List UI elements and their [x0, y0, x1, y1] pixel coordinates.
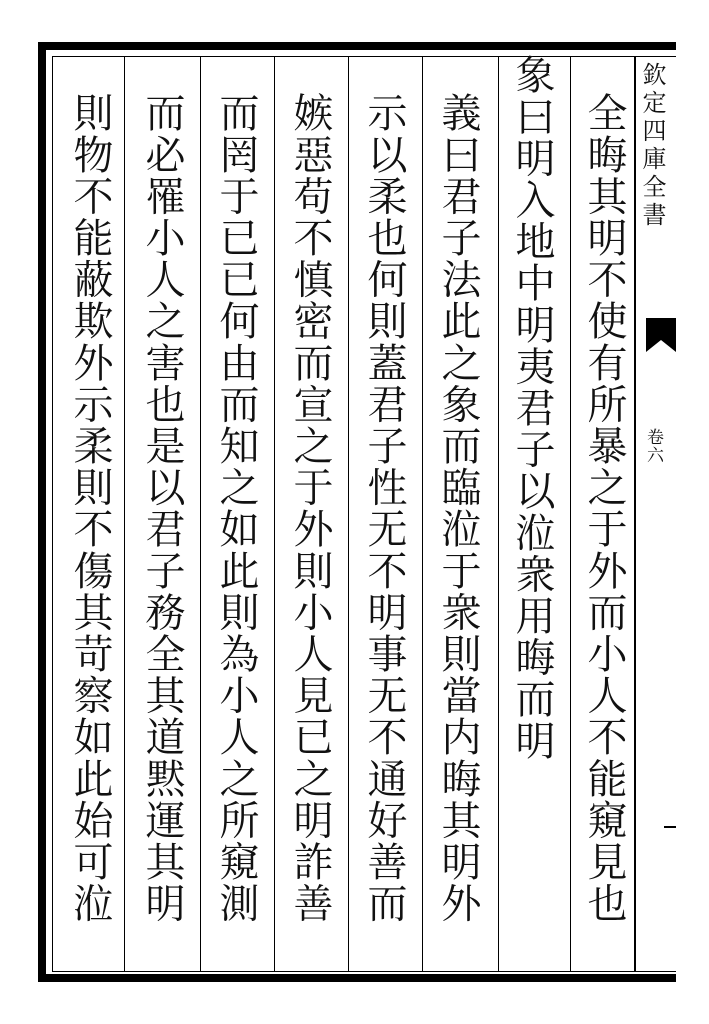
text-column-8: 則物不能蔽欺外示柔則不傷其苛察如此始可涖	[67, 92, 113, 924]
text-column-5: 嫉惡苟不慎密而宣之于外則小人見已之明詐善	[287, 92, 333, 924]
column-divider	[200, 56, 201, 972]
column-divider	[422, 56, 423, 972]
text-column-2: 象曰明入地中明夷君子以涖衆用晦而明	[509, 54, 555, 762]
column-divider	[124, 56, 125, 972]
column-divider	[348, 56, 349, 972]
column-divider	[274, 56, 275, 972]
text-column-6: 而罔于已已何由而知之如此則為小人之所窺測	[213, 92, 259, 924]
text-column-3: 義曰君子法此之象而臨涖于衆則當内晦其明外	[435, 92, 481, 924]
text-column-1: 全晦其明不使有所暴之于外而小人不能窺見也	[581, 92, 627, 924]
margin-divider	[634, 56, 636, 972]
text-column-4: 示以柔也何則蓋君子性无不明事无不通好善而	[361, 92, 407, 924]
text-column-7: 而必罹小人之害也是以君子務全其道黙運其明	[139, 92, 185, 924]
column-divider	[570, 56, 571, 972]
book-title: 欽定四庫全書	[638, 62, 666, 230]
volume-label: 卷六	[643, 428, 663, 464]
column-divider	[498, 56, 499, 972]
margin-tick	[664, 826, 676, 828]
fishtail-mark	[646, 318, 676, 352]
